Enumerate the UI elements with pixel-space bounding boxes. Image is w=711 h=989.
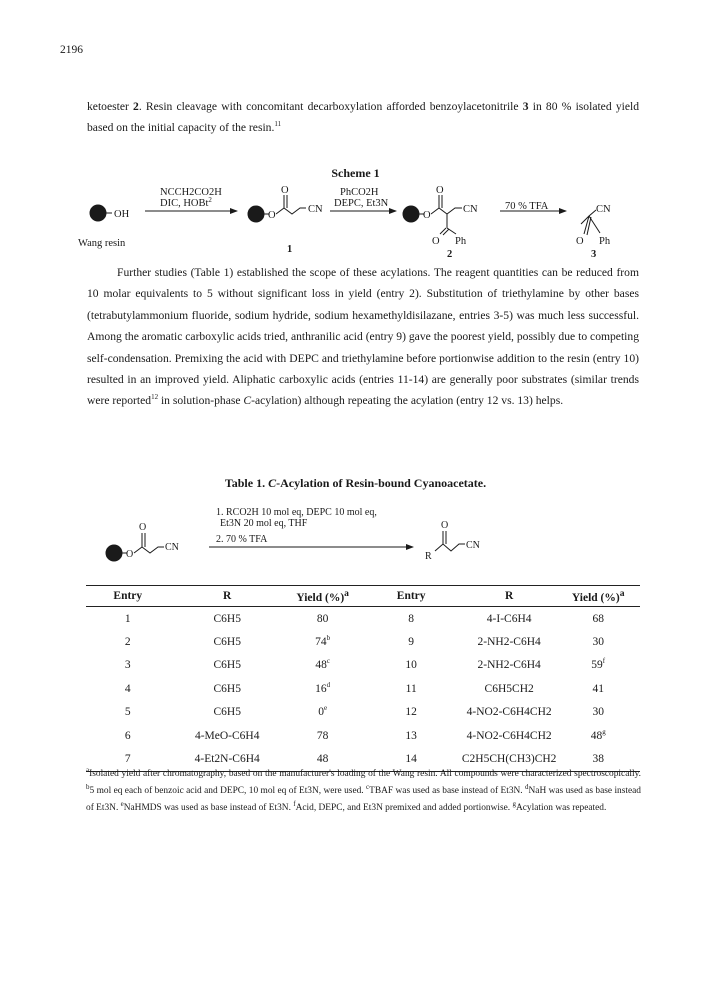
table-1 [86, 585, 640, 772]
cn-table-reactant: CN [165, 542, 179, 553]
yield-cell: 30 [592, 706, 604, 719]
entry-cell: 13 [405, 729, 417, 742]
r-cell: 4-I-C6H4 [486, 612, 532, 625]
yield-cell: 59$^f$ [591, 657, 606, 672]
entry-cell: 2 [124, 636, 131, 649]
resin-bead [248, 206, 264, 222]
reaction-condition-3: 2. 70 % TFA [216, 534, 268, 545]
entry-cell: 11 [405, 682, 417, 695]
carbonyl-o-table: O [139, 522, 147, 533]
carbonyl-o-1: O [281, 185, 289, 196]
step2-reagent: PhCO2H [340, 187, 379, 198]
yield-cell: 74$^b$ [315, 634, 331, 649]
resin-bead [403, 206, 419, 222]
table-header-row [86, 586, 640, 607]
yield-cell: 16$^d$ [315, 681, 331, 695]
yield-cell: 68 [592, 612, 604, 625]
footnote-text: NaHMDS was used as base instead of Et3N. [123, 803, 294, 813]
table-1-reaction [0, 500, 711, 580]
page-number: 2196 [60, 44, 83, 56]
yield-cell: 48$^c$ [315, 657, 330, 672]
footnote-text: Acid, DEPC, and Et3N premixed and added portionwise. [295, 803, 513, 813]
r-cell: C2H5CH(CH3)CH2 [462, 747, 557, 771]
oh-label: OH [114, 209, 130, 220]
yield-cell: 30 [592, 636, 604, 649]
footnote-text: Isolated yield after chromatography, based on the manufacturer's loading of the Wang resin. All compounds were characterized spectroscopically. [89, 769, 641, 779]
entry-cell: 6 [124, 729, 131, 742]
svg-text:DIC, HOBt2: DIC, HOBt$^2$ [160, 196, 212, 209]
table-row [86, 654, 640, 677]
footnote-mark: g [512, 799, 516, 808]
entry-cell: 1 [124, 612, 131, 625]
carbonyl-o-product: O [441, 520, 449, 531]
entry-cell: 14 [360, 747, 461, 771]
r-cell: C6H5 [213, 682, 241, 695]
table-row [86, 607, 640, 631]
resin-bead [106, 545, 122, 561]
entry-cell: 9 [408, 636, 415, 649]
entry-cell: 8 [408, 612, 415, 625]
r-cell: C6H5 [213, 612, 241, 625]
r-cell: 2-NH2-C6H4 [477, 659, 541, 672]
entry-cell: 4 [124, 682, 131, 695]
footnote-mark: b [86, 782, 90, 791]
entry-cell: 12 [405, 706, 417, 719]
table-row [86, 724, 640, 747]
resin-bead [90, 205, 106, 221]
col-yield-2: Yield (%)$^a$ [556, 586, 640, 607]
step3-reagent: 70 % TFA [505, 201, 549, 212]
yield-cell: 48 [285, 747, 361, 771]
ester-o-table: O [126, 549, 134, 560]
ref-12: 12 [151, 393, 159, 402]
r-cell: C6H5 [213, 659, 241, 672]
r-cell: C6H5CH2 [484, 682, 534, 695]
step1-reagent: NCCH2CO2H [160, 187, 222, 198]
compound-2-label: 2 [447, 249, 453, 260]
col-r-2: R [462, 586, 557, 607]
paragraph-2: Further studies (Table 1) established the scope of these acylations. The reagent quantities can be reduced from 10 molar equivalents to 5 without significant loss in yield (entry 2). Substitution of triethylamine by other bases (tetrabutylammonium fluoride, sodium hydride, sodium hexamethyldisilazane, entries 3-5) was much less successful. Among the aromatic carboxylic acids tried, anthranilic acid (entry 9) gave the poorest yield, possibly due to competing self-condensation. Premixing the acid with DEPC and triethylamine before portionwise addition to the resin (entry 10) resulted in an improved yield. Aliphatic carboxylic acids (entries 11-14) are generally poor substrates (similar trends were reported$^{12}$ in solution-phase C-acylation) although repeating the acylation (entry 12 vs. 13) helps. [87, 266, 639, 408]
paragraph-1: ketoester 2. Resin cleavage with concomitant decarboxylation afforded benzoylacetonitrile 3 in 80 % isolated yield based on the initial capacity of the resin.$^{11}$ [87, 100, 639, 135]
wang-resin-label: Wang resin [78, 238, 126, 249]
footnote-mark: d [525, 782, 529, 791]
yield-cell: 41 [592, 682, 604, 695]
table-row [86, 630, 640, 653]
footnote-text: NaH was used as base instead of Et3N. [86, 786, 641, 813]
r-cell: 4-MeO-C6H4 [194, 729, 260, 742]
yield-cell: 38 [556, 747, 640, 771]
ester-o-2: O [423, 210, 431, 221]
compound-1-label: 1 [287, 244, 293, 255]
footnote-text: TBAF was used as base instead of Et3N. [369, 786, 526, 796]
keto-o-3: O [576, 236, 584, 247]
table-row [86, 701, 640, 724]
ester-o-1: O [268, 210, 276, 221]
entry-cell: 3 [124, 659, 131, 672]
keto-o-2: O [432, 236, 440, 247]
col-entry: Entry [86, 586, 170, 607]
r-cell: 4-Et2N-C6H4 [170, 747, 285, 771]
r-cell: 4-NO2-C6H4CH2 [466, 729, 552, 742]
footnote-text: Acylation was repeated. [516, 803, 607, 813]
yield-cell: 80 [316, 612, 329, 625]
cn-3: CN [596, 204, 611, 215]
yield-cell: 78 [316, 729, 329, 742]
r-cell: C6H5 [213, 706, 241, 719]
cn-1: CN [308, 204, 323, 215]
svg-text:NCCH2CO2H [160, 187, 222, 198]
reaction-condition-1: 1. RCO2H 10 mol eq, DEPC 10 mol eq, [216, 507, 377, 518]
footnote-mark: a [86, 765, 90, 774]
compound-3-label: 3 [591, 249, 597, 260]
carbonyl-o-2: O [436, 185, 444, 196]
r-cell: 2-NH2-C6H4 [477, 636, 541, 649]
table-footnotes [86, 766, 641, 817]
footnote-mark: f [293, 799, 296, 808]
col-r: R [170, 586, 285, 607]
r-group: R [425, 551, 432, 562]
yield-cell: 48$^g$ [590, 727, 606, 742]
ref-11: 11 [274, 120, 282, 129]
col-entry-2: Entry [360, 586, 461, 607]
entry-cell: 5 [124, 706, 131, 719]
entry-cell: 7 [86, 747, 170, 771]
table-title: Table 1. C-Acylation of Resin-bound Cyanoacetate. [224, 476, 487, 490]
table-row [86, 677, 640, 700]
entry-cell: 10 [405, 659, 417, 672]
step1-reagent-2: DIC, HOBt [160, 198, 209, 209]
scheme-1 [0, 180, 711, 265]
r-cell: 4-NO2-C6H4CH2 [466, 706, 552, 719]
step2-reagent-2: DEPC, Et3N [334, 198, 389, 209]
col-yield: Yield (%)$^a$ [285, 586, 361, 607]
cn-table-product: CN [466, 540, 480, 551]
yield-cell: 0e [318, 704, 328, 719]
ph-3: Ph [599, 236, 611, 247]
reaction-condition-2: Et3N 20 mol eq, THF [220, 518, 308, 529]
scheme-title: Scheme 1 [331, 166, 380, 180]
ph-2: Ph [455, 236, 467, 247]
footnote-text: 5 mol eq each of benzoic acid and DEPC, 10 mol eq of Et3N, were used. [89, 786, 367, 796]
footnote-mark: e [120, 799, 124, 808]
cn-2: CN [463, 204, 478, 215]
r-cell: C6H5 [213, 636, 241, 649]
footnote-mark: c [366, 782, 370, 791]
